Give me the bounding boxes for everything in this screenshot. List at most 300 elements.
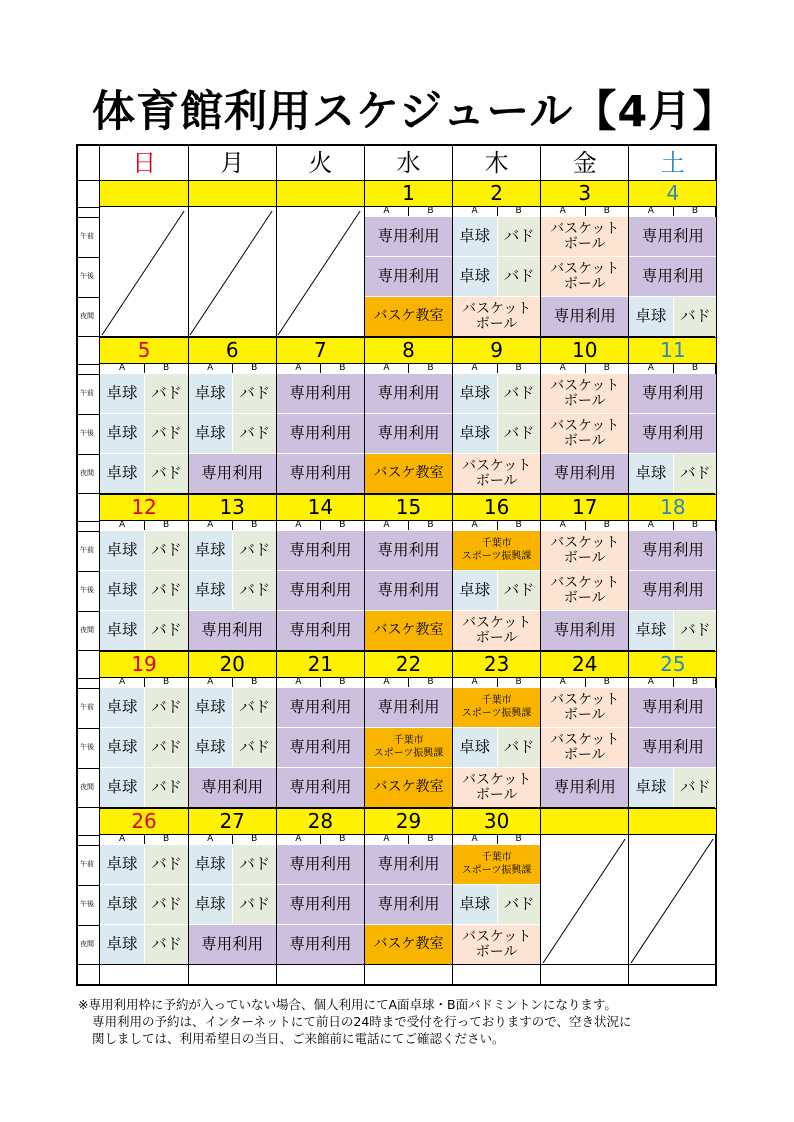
court-b-label: B	[163, 363, 170, 373]
label-divider	[78, 374, 100, 375]
court-b-label: B	[691, 206, 699, 216]
weekday-header: 日	[132, 149, 157, 177]
date-number: 17	[572, 495, 598, 519]
slot-pingpong[interactable]: 卓球	[100, 414, 144, 454]
court-a-label: A	[559, 363, 566, 373]
slot-line: ボール	[475, 943, 518, 960]
court-label-row	[276, 364, 364, 374]
label-divider	[78, 364, 100, 365]
slot-dedicated[interactable]: 専用利用	[629, 688, 717, 728]
slot-dedicated[interactable]: 専用利用	[364, 571, 452, 611]
slot-basketball[interactable]	[453, 925, 541, 965]
slot-basketball[interactable]	[541, 257, 629, 297]
slot-dedicated[interactable]: 専用利用	[629, 531, 717, 571]
slot-line: バスケット	[461, 771, 532, 788]
slot-class[interactable]: バスケ教室	[364, 925, 452, 965]
slot-pingpong[interactable]: 卓球	[100, 768, 144, 808]
slot-dedicated[interactable]: 専用利用	[276, 688, 364, 728]
slot-class[interactable]: バスケ教室	[364, 297, 452, 337]
slot-dedicated[interactable]: 専用利用	[541, 768, 629, 808]
label-divider	[78, 925, 100, 926]
court-b-label: B	[427, 206, 434, 216]
slot-basketball[interactable]	[453, 297, 541, 337]
empty-day-slash	[541, 835, 629, 965]
slot-pingpong[interactable]: 卓球	[453, 217, 497, 257]
date-number: 1	[402, 181, 415, 205]
slot-dedicated[interactable]: 専用利用	[364, 217, 452, 257]
slot-line: バスケット	[550, 417, 620, 434]
footnote-line: ※専用利用枠に予約が入っていない場合、個人利用にてA面卓球・B面バドミントンになります。	[78, 997, 617, 1012]
label-divider	[78, 845, 100, 846]
date-number: 21	[307, 652, 334, 676]
court-label-row	[364, 364, 452, 374]
slot-city-sports[interactable]	[453, 531, 541, 571]
court-label-row	[629, 521, 717, 531]
court-b-label: B	[515, 677, 522, 687]
date-number: 30	[483, 809, 510, 833]
court-label-row	[188, 521, 276, 531]
slot-class[interactable]: バスケ教室	[364, 768, 452, 808]
weekday-header: 金	[572, 149, 597, 177]
slot-line: ボール	[563, 746, 606, 763]
date-number: 8	[402, 338, 415, 362]
court-label-row	[453, 678, 541, 688]
slot-badminton[interactable]: バド	[497, 374, 541, 414]
label-divider	[78, 571, 100, 572]
slot-line: ボール	[563, 706, 606, 723]
court-a-label: A	[471, 520, 478, 530]
slot-badminton[interactable]: バド	[144, 454, 188, 494]
period-label: 午前	[80, 389, 94, 397]
slot-dedicated[interactable]: 専用利用	[276, 374, 364, 414]
column-divider	[452, 146, 453, 984]
slot-dedicated[interactable]: 専用利用	[276, 531, 364, 571]
court-b-label: B	[603, 677, 610, 687]
period-label: 夜間	[80, 469, 94, 477]
footnote-line: 関しましては、利用希望日の当日、ご来館前に電話にてご確認ください。	[92, 1031, 505, 1046]
court-label-row	[100, 678, 188, 688]
slot-dedicated[interactable]: 専用利用	[364, 257, 452, 297]
period-label: 午前	[80, 546, 94, 554]
slot-dedicated[interactable]: 専用利用	[629, 571, 717, 611]
date-number: 5	[137, 338, 151, 362]
slot-line: ボール	[475, 315, 518, 332]
label-divider	[78, 611, 100, 612]
date-number: 25	[660, 652, 686, 676]
court-label-row	[541, 521, 629, 531]
slot-dedicated[interactable]: 専用利用	[629, 217, 717, 257]
court-label-row	[276, 835, 364, 845]
slot-badminton[interactable]: バド	[144, 885, 188, 925]
slot-badminton[interactable]: バド	[232, 885, 276, 925]
slot-pingpong[interactable]: 卓球	[629, 454, 673, 494]
date-number: 28	[307, 809, 334, 833]
slot-line: ボール	[563, 275, 606, 292]
slot-basketball[interactable]	[541, 531, 629, 571]
empty-day-slash	[188, 207, 276, 337]
slot-pingpong[interactable]: 卓球	[188, 845, 232, 885]
slot-dedicated[interactable]: 専用利用	[629, 374, 717, 414]
label-divider	[78, 835, 100, 836]
slot-badminton[interactable]: バド	[673, 297, 717, 337]
slot-pingpong[interactable]: 卓球	[100, 571, 144, 611]
period-label: 午前	[80, 860, 94, 868]
court-b-label: B	[603, 520, 610, 530]
court-b-label: B	[515, 363, 522, 373]
slot-pingpong[interactable]: 卓球	[100, 845, 144, 885]
slot-badminton[interactable]: バド	[673, 768, 717, 808]
court-label-row	[453, 207, 541, 217]
slot-pingpong[interactable]: 卓球	[453, 571, 497, 611]
slot-badminton[interactable]: バド	[497, 571, 541, 611]
slot-dedicated[interactable]: 専用利用	[364, 414, 452, 454]
weekday-header: 水	[396, 149, 421, 177]
slot-badminton[interactable]: バド	[232, 414, 276, 454]
slot-badminton[interactable]: バド	[232, 571, 276, 611]
slash-line	[278, 211, 360, 335]
court-label-row	[453, 835, 541, 845]
slot-basketball[interactable]	[541, 414, 629, 454]
court-a-label: A	[295, 363, 302, 373]
slot-line: ボール	[563, 589, 606, 606]
period-label: 夜間	[80, 312, 94, 320]
date-number: 29	[395, 809, 422, 833]
slot-badminton[interactable]: バド	[144, 571, 188, 611]
slot-class[interactable]: バスケ教室	[364, 454, 452, 494]
label-divider	[78, 728, 100, 729]
court-a-label: A	[383, 206, 390, 216]
court-a-label: A	[118, 520, 126, 530]
slot-badminton[interactable]: バド	[144, 374, 188, 414]
slot-basketball[interactable]	[541, 217, 629, 257]
slot-basketball[interactable]	[453, 768, 541, 808]
slot-badminton[interactable]: バド	[497, 728, 541, 768]
court-a-label: A	[471, 206, 478, 216]
slot-pingpong[interactable]: 卓球	[188, 728, 232, 768]
slot-city-sports[interactable]	[453, 688, 541, 728]
column-divider	[276, 146, 277, 984]
slot-dedicated[interactable]: 専用利用	[188, 611, 276, 651]
slot-badminton[interactable]: バド	[144, 728, 188, 768]
slot-line: バスケット	[550, 534, 620, 551]
court-label-row	[629, 364, 717, 374]
date-number: 10	[572, 338, 598, 362]
slot-pingpong[interactable]: 卓球	[100, 374, 144, 414]
slot-line: スポーツ振興課	[461, 550, 532, 562]
weekday-header: 木	[484, 149, 509, 177]
slot-basketball[interactable]	[453, 454, 541, 494]
label-divider	[78, 885, 100, 886]
court-label-row	[541, 678, 629, 688]
slot-pingpong[interactable]: 卓球	[100, 688, 144, 728]
court-b-label: B	[251, 363, 258, 373]
slot-dedicated[interactable]: 専用利用	[276, 885, 364, 925]
court-label-row	[276, 521, 364, 531]
weekday-header: 火	[308, 149, 333, 177]
slot-pingpong[interactable]: 卓球	[188, 885, 232, 925]
slot-line: ボール	[563, 235, 606, 252]
slot-basketball[interactable]	[541, 688, 629, 728]
footnote-line: 専用利用の予約は、インターネットにて前日の24時まで受付を行っておりますので、空き状況に	[92, 1014, 632, 1029]
slot-basketball[interactable]	[541, 728, 629, 768]
slot-badminton[interactable]: バド	[673, 611, 717, 651]
slot-pingpong[interactable]: 卓球	[629, 611, 673, 651]
slot-city-sports[interactable]	[453, 845, 541, 885]
slot-dedicated[interactable]: 専用利用	[629, 257, 717, 297]
date-number: 16	[483, 495, 510, 519]
court-b-label: B	[251, 520, 258, 530]
court-a-label: A	[207, 677, 214, 687]
slot-pingpong[interactable]: 卓球	[188, 531, 232, 571]
slot-dedicated[interactable]: 専用利用	[541, 611, 629, 651]
slot-pingpong[interactable]: 卓球	[100, 728, 144, 768]
court-b-label: B	[339, 363, 346, 373]
label-divider	[78, 521, 100, 522]
week-divider	[78, 964, 715, 965]
slot-dedicated[interactable]: 専用利用	[541, 454, 629, 494]
empty-day-slash	[276, 207, 364, 337]
slot-badminton[interactable]: バド	[497, 885, 541, 925]
slot-badminton[interactable]: バド	[232, 845, 276, 885]
date-number: 18	[660, 495, 686, 519]
slot-dedicated[interactable]: 専用利用	[276, 611, 364, 651]
court-a-label: A	[295, 834, 302, 844]
slot-badminton[interactable]: バド	[497, 217, 541, 257]
slot-badminton[interactable]: バド	[144, 414, 188, 454]
label-divider	[78, 688, 100, 689]
period-label: 午後	[80, 586, 94, 594]
slot-line: バスケット	[550, 691, 620, 708]
court-label-row	[188, 678, 276, 688]
slot-dedicated[interactable]: 専用利用	[276, 845, 364, 885]
court-label-row	[100, 521, 188, 531]
slot-class[interactable]: バスケ教室	[364, 611, 452, 651]
period-label: 午後	[80, 429, 94, 437]
court-b-label: B	[339, 834, 346, 844]
slot-badminton[interactable]: バド	[144, 845, 188, 885]
slot-pingpong[interactable]: 卓球	[100, 611, 144, 651]
date-number: 2	[490, 181, 503, 205]
court-a-label: A	[295, 677, 302, 687]
date-number	[100, 181, 188, 206]
court-a-label: A	[383, 677, 390, 687]
court-b-label: B	[691, 363, 699, 373]
slot-pingpong[interactable]: 卓球	[188, 374, 232, 414]
slot-dedicated[interactable]: 専用利用	[629, 728, 717, 768]
court-label-row	[453, 364, 541, 374]
slot-pingpong[interactable]: 卓球	[453, 728, 497, 768]
slot-pingpong[interactable]: 卓球	[100, 531, 144, 571]
page-title: 体育館利用スケジュール【4月】	[92, 87, 737, 137]
slot-pingpong[interactable]: 卓球	[453, 885, 497, 925]
slash-line	[543, 839, 625, 963]
slot-dedicated[interactable]: 専用利用	[364, 845, 452, 885]
slot-dedicated[interactable]: 専用利用	[364, 374, 452, 414]
slot-pingpong[interactable]: 卓球	[188, 688, 232, 728]
slot-pingpong[interactable]: 卓球	[453, 374, 497, 414]
slot-pingpong[interactable]: 卓球	[453, 257, 497, 297]
court-label-row	[541, 207, 629, 217]
period-label: 夜間	[80, 940, 94, 948]
slot-badminton[interactable]: バド	[144, 611, 188, 651]
slot-badminton[interactable]: バド	[144, 531, 188, 571]
court-a-label: A	[118, 363, 126, 373]
label-divider	[78, 414, 100, 415]
slot-pingpong[interactable]: 卓球	[188, 571, 232, 611]
court-a-label: A	[118, 677, 126, 687]
date-number: 20	[219, 652, 245, 676]
slot-line: バスケット	[550, 260, 620, 277]
court-a-label: A	[471, 677, 478, 687]
date-number: 3	[578, 181, 592, 205]
slot-badminton[interactable]: バド	[232, 531, 276, 571]
slot-pingpong[interactable]: 卓球	[629, 768, 673, 808]
footnote	[78, 996, 718, 1047]
slot-badminton[interactable]: バド	[144, 768, 188, 808]
period-label: 午後	[80, 272, 94, 280]
slot-badminton[interactable]: バド	[497, 257, 541, 297]
court-a-label: A	[383, 520, 390, 530]
slot-line: ボール	[475, 472, 518, 489]
court-label-row	[276, 678, 364, 688]
period-label: 夜間	[80, 783, 94, 791]
slot-dedicated[interactable]: 専用利用	[188, 454, 276, 494]
court-b-label: B	[603, 363, 610, 373]
court-b-label: B	[427, 834, 434, 844]
slot-line: バスケット	[550, 377, 620, 394]
slot-dedicated[interactable]: 専用利用	[276, 571, 364, 611]
court-a-label: A	[559, 520, 566, 530]
slash-line	[190, 211, 272, 335]
slot-dedicated[interactable]: 専用利用	[276, 728, 364, 768]
slot-dedicated[interactable]: 専用利用	[541, 297, 629, 337]
empty-day-slash	[100, 207, 188, 337]
court-b-label: B	[603, 206, 610, 216]
court-a-label: A	[383, 834, 390, 844]
header-divider	[78, 180, 715, 181]
court-label-row	[364, 678, 452, 688]
slot-badminton[interactable]: バド	[232, 728, 276, 768]
slot-dedicated[interactable]: 専用利用	[188, 768, 276, 808]
date-number: 26	[131, 809, 157, 833]
date-number: 27	[219, 809, 245, 833]
slot-line: 千葉市	[393, 735, 424, 746]
weekday-header: 月	[220, 149, 245, 177]
date-number: 6	[225, 338, 239, 362]
slot-line: ボール	[475, 786, 518, 803]
column-divider	[716, 146, 717, 984]
slot-pingpong[interactable]: 卓球	[100, 454, 144, 494]
court-a-label: A	[647, 520, 654, 530]
label-divider	[78, 678, 100, 679]
date-number: 13	[219, 495, 245, 519]
court-label-row	[364, 835, 452, 845]
slot-pingpong[interactable]: 卓球	[629, 297, 673, 337]
court-a-label: A	[647, 677, 654, 687]
court-label-row	[629, 678, 717, 688]
slot-pingpong[interactable]: 卓球	[188, 414, 232, 454]
court-a-label: A	[471, 363, 478, 373]
court-a-label: A	[647, 206, 654, 216]
period-label: 午後	[80, 900, 94, 908]
slot-pingpong[interactable]: 卓球	[453, 414, 497, 454]
court-b-label: B	[339, 677, 346, 687]
weekday-header: 土	[660, 149, 685, 177]
slot-dedicated[interactable]: 専用利用	[276, 414, 364, 454]
slot-line: 千葉市	[481, 852, 512, 863]
column-divider	[188, 146, 189, 984]
slot-line: バスケット	[461, 928, 532, 945]
slot-dedicated[interactable]: 専用利用	[364, 531, 452, 571]
slot-basketball[interactable]	[453, 611, 541, 651]
slot-badminton[interactable]: バド	[144, 925, 188, 965]
slot-badminton[interactable]: バド	[673, 454, 717, 494]
court-a-label: A	[559, 677, 566, 687]
date-number	[629, 809, 717, 834]
court-b-label: B	[163, 520, 170, 530]
empty-day-slash	[629, 835, 717, 965]
label-divider	[78, 768, 100, 769]
court-a-label: A	[295, 520, 302, 530]
slash-line	[631, 839, 713, 963]
slot-pingpong[interactable]: 卓球	[100, 925, 144, 965]
slot-badminton[interactable]: バド	[232, 688, 276, 728]
court-b-label: B	[163, 834, 170, 844]
slot-line: スポーツ振興課	[461, 707, 532, 719]
slot-badminton[interactable]: バド	[497, 414, 541, 454]
slot-basketball[interactable]	[541, 571, 629, 611]
slot-line: ボール	[563, 432, 606, 449]
court-b-label: B	[251, 834, 258, 844]
slash-line	[102, 211, 184, 335]
date-number: 19	[131, 652, 157, 676]
slot-basketball[interactable]	[541, 374, 629, 414]
slot-line: 千葉市	[481, 695, 512, 706]
slot-city-sports[interactable]	[364, 728, 452, 768]
court-b-label: B	[427, 520, 434, 530]
date-number: 14	[307, 495, 334, 519]
label-divider	[78, 454, 100, 455]
slot-dedicated[interactable]: 専用利用	[364, 885, 452, 925]
court-label-row	[364, 521, 452, 531]
slot-badminton[interactable]: バド	[144, 688, 188, 728]
slot-dedicated[interactable]: 専用利用	[276, 454, 364, 494]
label-divider	[78, 297, 100, 298]
court-b-label: B	[515, 520, 522, 530]
court-label-row	[629, 207, 717, 217]
slot-dedicated[interactable]: 専用利用	[629, 414, 717, 454]
court-b-label: B	[251, 677, 258, 687]
court-b-label: B	[515, 834, 522, 844]
slot-badminton[interactable]: バド	[232, 374, 276, 414]
slot-line: バスケット	[461, 300, 532, 317]
slot-line: スポーツ振興課	[461, 864, 532, 876]
slot-dedicated[interactable]: 専用利用	[276, 925, 364, 965]
slot-dedicated[interactable]: 専用利用	[188, 925, 276, 965]
court-label-row	[453, 521, 541, 531]
court-b-label: B	[339, 520, 346, 530]
slot-pingpong[interactable]: 卓球	[100, 885, 144, 925]
court-b-label: B	[163, 677, 170, 687]
slot-line: バスケット	[550, 220, 620, 237]
period-label: 午前	[80, 232, 94, 240]
court-b-label: B	[691, 677, 699, 687]
date-number: 4	[666, 181, 680, 205]
slot-dedicated[interactable]: 専用利用	[276, 768, 364, 808]
slot-line: 千葉市	[481, 538, 512, 549]
slot-dedicated[interactable]: 専用利用	[364, 688, 452, 728]
column-divider	[628, 146, 629, 984]
